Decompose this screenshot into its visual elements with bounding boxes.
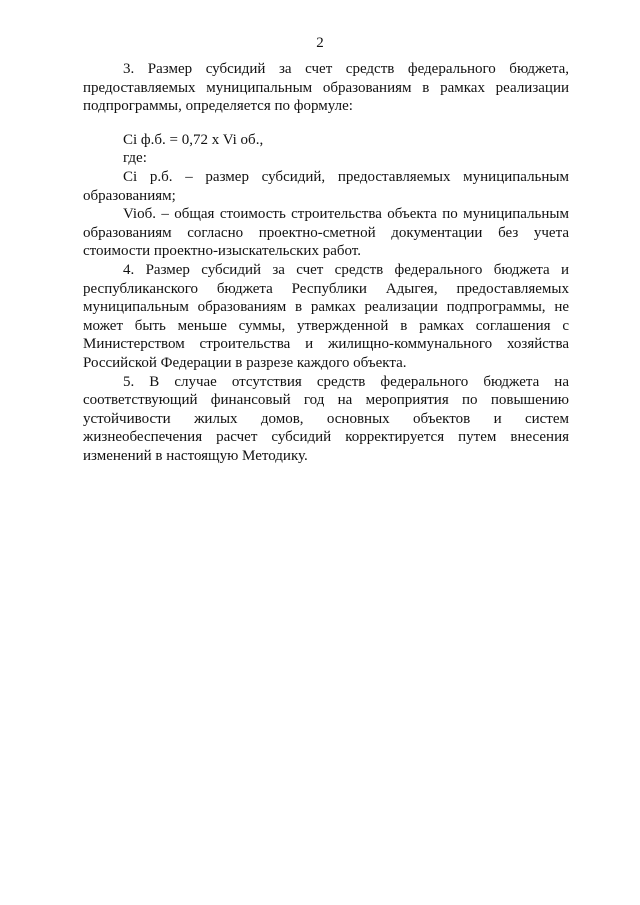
page-number: 2 xyxy=(316,35,324,51)
where-label: где: xyxy=(123,150,147,167)
paragraph-5: 5. В случае отсутствия средств федерального бюджета на соответствующий финансовый год на мероприятия по повышению устойчивости жилых домов, основных объектов и систем жизнеобеспечения расчет субсидий корректируется путем внесения изменений в настоящую Методику. xyxy=(83,373,569,464)
subsidy-formula: Ci ф.б. = 0,72 x Vi об., xyxy=(123,131,264,148)
definition-vi: Viоб. – общая стоимость строительства объекта по муниципальным образованиям согласно проектно-сметной документации без учета стоимости проектно-изыскательских работ. xyxy=(83,206,569,260)
paragraph-4: 4. Размер субсидий за счет средств федерального бюджета и республиканского бюджета Республики Адыгея, предоставляемых муниципальным образованиям в рамках реализации подпрограммы, не может быть меньше суммы, утвержденной в рамках соглашения с Министерством строительства и жилищно-коммунального хозяйства Российской Федерации в разрезе каждого объекта. xyxy=(83,261,569,371)
paragraph-3: 3. Размер субсидий за счет средств федерального бюджета, предоставляемых муниципальным образованиям в рамках реализации подпрограммы, определяется по формуле: xyxy=(83,61,569,115)
definition-ci: Ci р.б. – размер субсидий, предоставляемых муниципальным образованиям; xyxy=(83,168,569,204)
document-body xyxy=(83,60,569,465)
